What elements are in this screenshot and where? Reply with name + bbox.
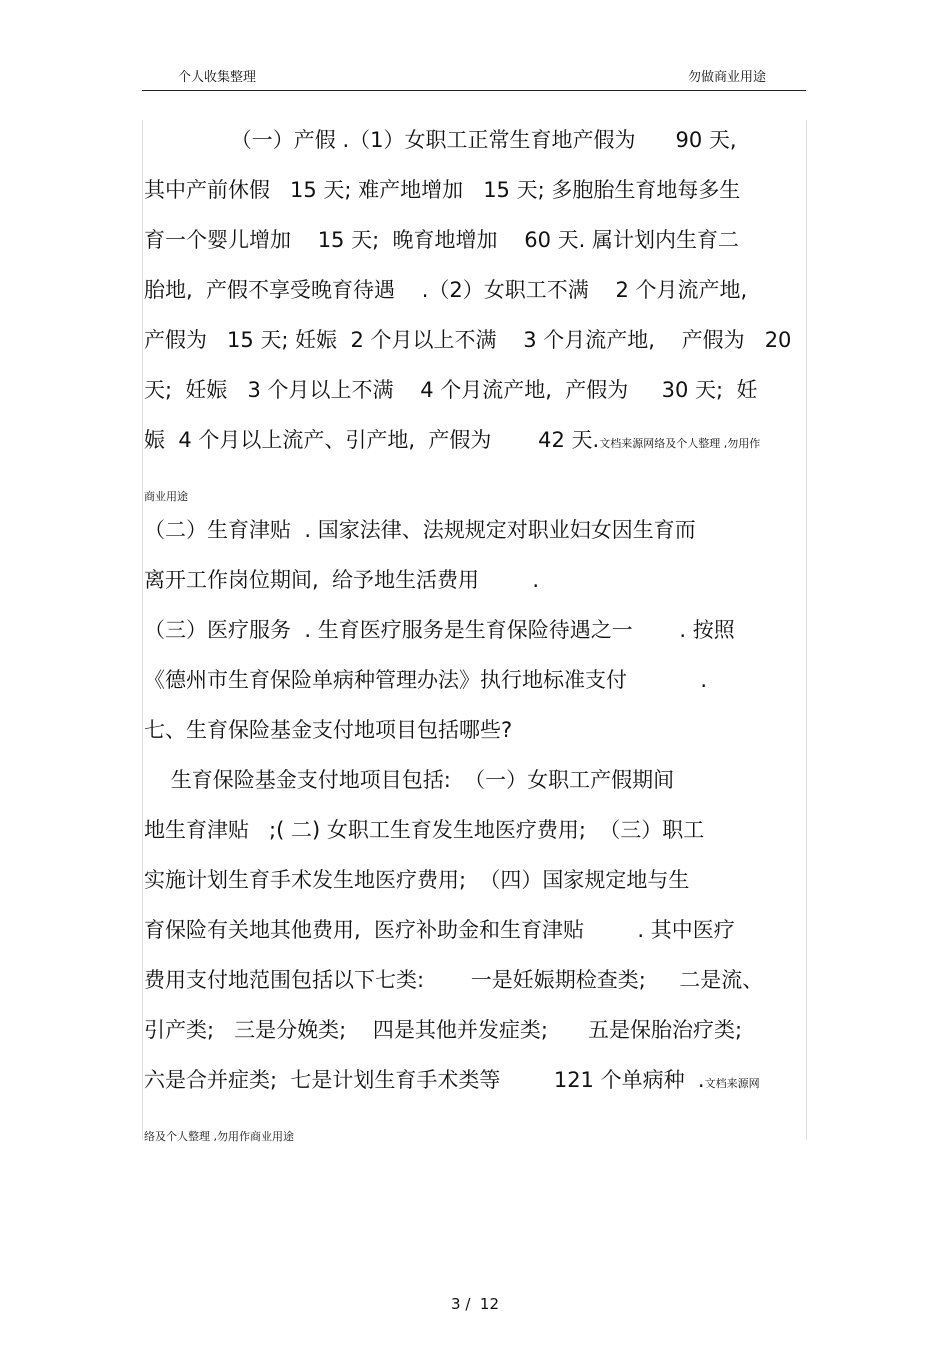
frame-right-border [806,120,807,1140]
body-line-16: 费用支付地范围包括以下七类: 一是妊娠期检查类; 二是流、 [144,968,764,992]
body-line-10: （三）医疗服务 . 生育医疗服务是生育保险待遇之一 . 按照 [144,618,735,642]
source-note-inline-2: 文档来源网 [704,1077,760,1090]
page-number [0,1295,950,1313]
body-line-13: 地生育津贴 ;( 二) 女职工生育发生地医疗费用; （三）职工 [144,818,705,842]
body-line-11: 《德州市生育保险单病种管理办法》执行地标准支付 . [144,668,708,692]
body-line-18-text: 六是合并症类; 七是计划生育手术类等 121 个单病种 . [144,1068,705,1092]
source-note-wrap-2: 络及个人整理 ,勿用作商业用途 [144,1130,294,1143]
source-note-inline: 文档来源网络及个人整理 ,勿用作 [599,437,761,450]
body-line-17: 引产类; 三是分娩类; 四是其他并发症类; 五是保胎治疗类; [144,1018,743,1042]
body-line-3: 育一个婴儿增加 15 天; 晚育地增加 60 天. 属计划内生育二 [144,228,739,252]
page-total: 12 [479,1295,500,1313]
body-line-5: 产假为 15 天; 妊娠 2 个月以上不满 3 个月流产地, 产假为 20 [144,328,792,352]
body-line-4: 胎地, 产假不享受晚育待遇 .（2）女职工不满 2 个月流产地, [144,278,748,302]
page-header-right: 勿做商业用途 [688,70,767,85]
page-current: 3 [450,1295,461,1313]
body-line-2: 其中产前休假 15 天; 难产地增加 15 天; 多胞胎生育地每多生 [144,178,741,202]
body-line-7-text: 娠 4 个月以上流产、引产地, 产假为 42 天. [144,428,600,452]
body-line-6: 天; 妊娠 3 个月以上不满 4 个月流产地, 产假为 30 天; 妊 [144,378,758,402]
body-line-12: 生育保险基金支付地项目包括: （一）女职工产假期间 [144,768,675,792]
body-line-18 [144,1068,760,1093]
section-heading: 七、生育保险基金支付地项目包括哪些? [144,718,513,742]
page-header-left: 个人收集整理 [178,70,257,85]
body-line-15: 育保险有关地其他费用, 医疗补助金和生育津贴 . 其中医疗 [144,918,735,942]
body-line-14: 实施计划生育手术发生地医疗费用; （四）国家规定地与生 [144,868,690,892]
body-line-8: （二）生育津贴 . 国家法律、法规规定对职业妇女因生育而 [144,518,696,542]
page-separator: / [465,1295,471,1313]
body-line-7 [144,428,760,453]
header-rule [142,90,806,91]
body-line-9: 离开工作岗位期间, 给予地生活费用 . [144,568,540,592]
source-note-wrap: 商业用途 [144,490,188,503]
frame-left-border [142,120,143,1140]
body-line-1: （一）产假 .（1）女职工正常生育地产假为 90 天, [144,128,737,152]
